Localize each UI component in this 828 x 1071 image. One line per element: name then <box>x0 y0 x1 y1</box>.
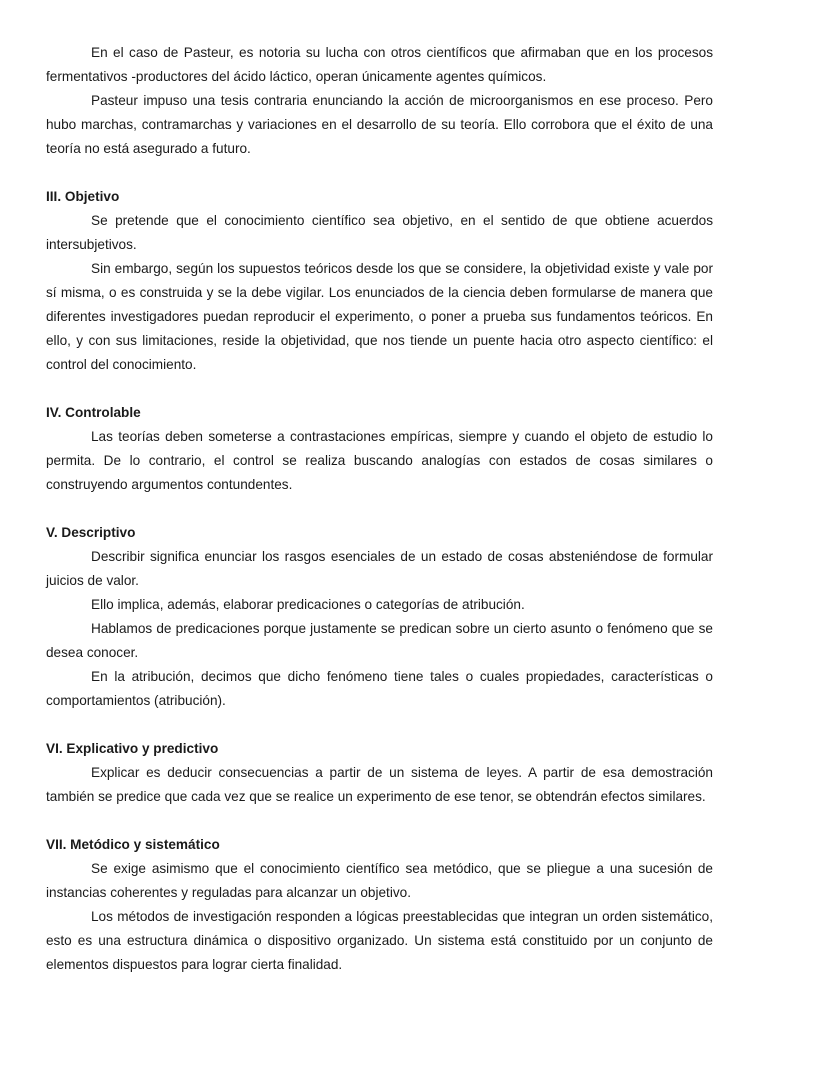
section-spacer <box>46 161 713 185</box>
section-heading: IV. Controlable <box>46 405 141 420</box>
section-paragraph: Sin embargo, según los supuestos teóricos desde los que se considere, la objetividad existe y vale por sí misma, o es construida y se la debe vigilar. Los enunciados de la ciencia deben formularse de manera que diferentes investigadores puedan reproducir el experimento, o poner a prueba sus fundamentos teóricos. En ello, y con sus limitaciones, reside la objetividad, que nos tiende un puente hacia otro aspecto científico: el control del conocimiento. <box>46 261 713 372</box>
intro-paragraph: Pasteur impuso una tesis contraria enunciando la acción de microorganismos en ese proceso. Pero hubo marchas, contramarchas y variaciones en el desarrollo de su teoría. Ello corrobora que el éxito de una teoría no está asegurado a futuro. <box>46 93 713 156</box>
section-explicativo <box>46 737 713 809</box>
section-paragraph: Se exige asimismo que el conocimiento científico sea metódico, que se pliegue a una sucesión de instancias coherentes y reguladas para alcanzar un objetivo. <box>46 861 713 900</box>
section-paragraph: Se pretende que el conocimiento científico sea objetivo, en el sentido de que obtiene acuerdos intersubjetivos. <box>46 213 713 252</box>
intro-paragraph: En el caso de Pasteur, es notoria su lucha con otros científicos que afirmaban que en los procesos fermentativos -productores del ácido láctico, operan únicamente agentes químicos. <box>46 45 713 84</box>
section-paragraph: Describir significa enunciar los rasgos esenciales de un estado de cosas absteniéndose de formular juicios de valor. <box>46 549 713 588</box>
section-heading: V. Descriptivo <box>46 525 136 540</box>
section-paragraph: Los métodos de investigación responden a lógicas preestablecidas que integran un orden sistemático, esto es una estructura dinámica o dispositivo organizado. Un sistema está constituido por un conjunto de elementos dispuestos para lograr cierta finalidad. <box>46 909 713 972</box>
document-page <box>46 41 713 977</box>
section-spacer <box>46 377 713 401</box>
section-spacer <box>46 497 713 521</box>
section-heading: VII. Metódico y sistemático <box>46 837 220 852</box>
section-heading: III. Objetivo <box>46 189 120 204</box>
section-paragraph: Ello implica, además, elaborar predicaciones o categorías de atribución. <box>91 597 525 612</box>
section-paragraph: Hablamos de predicaciones porque justamente se predican sobre un cierto asunto o fenómeno que se desea conocer. <box>46 621 713 660</box>
section-paragraph: Las teorías deben someterse a contrastaciones empíricas, siempre y cuando el objeto de estudio lo permita. De lo contrario, el control se realiza buscando analogías con estados de cosas similares o construyendo argumentos contundentes. <box>46 429 713 492</box>
section-spacer <box>46 809 713 833</box>
section-paragraph: Explicar es deducir consecuencias a partir de un sistema de leyes. A partir de esa demostración también se predice que cada vez que se realice un experimento de ese tenor, se obtendrán efectos similares. <box>46 765 713 804</box>
section-heading: VI. Explicativo y predictivo <box>46 741 219 756</box>
section-spacer <box>46 713 713 737</box>
section-paragraph: En la atribución, decimos que dicho fenómeno tiene tales o cuales propiedades, características o comportamientos (atribución). <box>46 669 713 708</box>
section-controlable <box>46 401 713 497</box>
section-metodico <box>46 833 713 977</box>
section-objetivo <box>46 185 713 377</box>
section-descriptivo <box>46 521 713 713</box>
